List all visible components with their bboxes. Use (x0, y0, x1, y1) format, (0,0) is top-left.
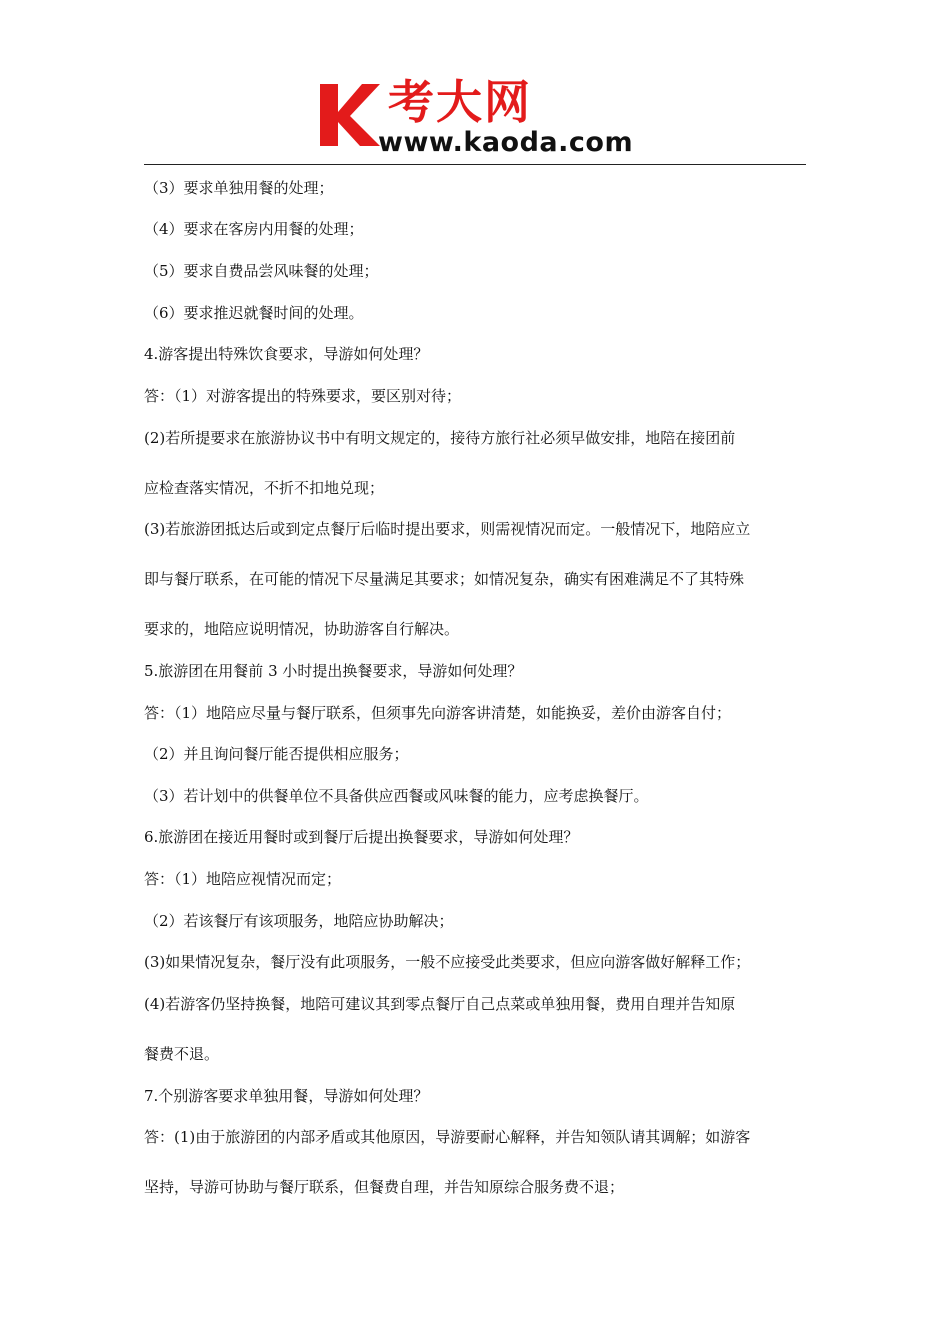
kaoda-logo-k-icon (318, 82, 382, 148)
question-heading: 6.旅游团在接近用餐时或到餐厅后提出换餐要求，导游如何处理？ (144, 828, 579, 846)
logo-url-text: www.kaoda.com (378, 127, 634, 158)
text-line: (4)若游客仍坚持换餐，地陪可建议其到零点餐厅自己点菜或单独用餐，费用自理并告知原 (144, 995, 736, 1013)
question-heading: 4.游客提出特殊饮食要求，导游如何处理？ (144, 345, 429, 363)
text-line: 要求的，地陪应说明情况，协助游客自行解决。 (144, 620, 460, 638)
text-line: (3)若旅游团抵达后或到定点餐厅后临时提出要求，则需视情况而定。一般情况下，地陪应立 (144, 520, 751, 538)
text-line: （4）要求在客房内用餐的处理； (144, 220, 364, 238)
question-heading: 7.个别游客要求单独用餐，导游如何处理？ (144, 1087, 429, 1105)
text-line: 答：（1）地陪应视情况而定； (144, 870, 342, 888)
text-line: 即与餐厅联系，在可能的情况下尽量满足其要求；如情况复杂，确实有困难满足不了其特殊 (144, 570, 745, 588)
page-header (0, 0, 950, 168)
text-line: 应检查落实情况，不折不扣地兑现； (144, 479, 385, 497)
text-line: (2)若所提要求在旅游协议书中有明文规定的，接待方旅行社必须早做安排，地陪在接团前 (144, 429, 736, 447)
question-heading: 5.旅游团在用餐前 3 小时提出换餐要求，导游如何处理？ (144, 662, 523, 680)
text-line: 餐费不退。 (144, 1045, 220, 1063)
text-line: 答：(1)由于旅游团的内部矛盾或其他原因，导游要耐心解释，并告知领队请其调解；如游客 (144, 1128, 751, 1146)
text-line: 坚持，导游可协助与餐厅联系，但餐费自理，并告知原综合服务费不退； (144, 1178, 625, 1196)
logo-chinese-text: 考大网 (388, 75, 532, 129)
text-line: 答：（1）对游客提出的特殊要求，要区别对待； (144, 387, 462, 405)
text-line: （3）若计划中的供餐单位不具备供应西餐或风味餐的能力，应考虑换餐厅。 (144, 787, 649, 805)
header-divider (144, 164, 806, 165)
text-line: （3）要求单独用餐的处理； (144, 179, 334, 197)
text-line: (3)如果情况复杂，餐厅没有此项服务，一般不应接受此类要求，但应向游客做好解释工作； (144, 953, 751, 971)
text-line: （6）要求推迟就餐时间的处理。 (144, 304, 364, 322)
text-line: （5）要求自费品尝风味餐的处理； (144, 262, 379, 280)
text-line: （2）并且询问餐厅能否提供相应服务； (144, 745, 409, 763)
text-line: （2）若该餐厅有该项服务，地陪应协助解决； (144, 912, 454, 930)
text-line: 答：（1）地陪应尽量与餐厅联系，但须事先向游客讲清楚，如能换妥，差价由游客自付； (144, 704, 732, 722)
